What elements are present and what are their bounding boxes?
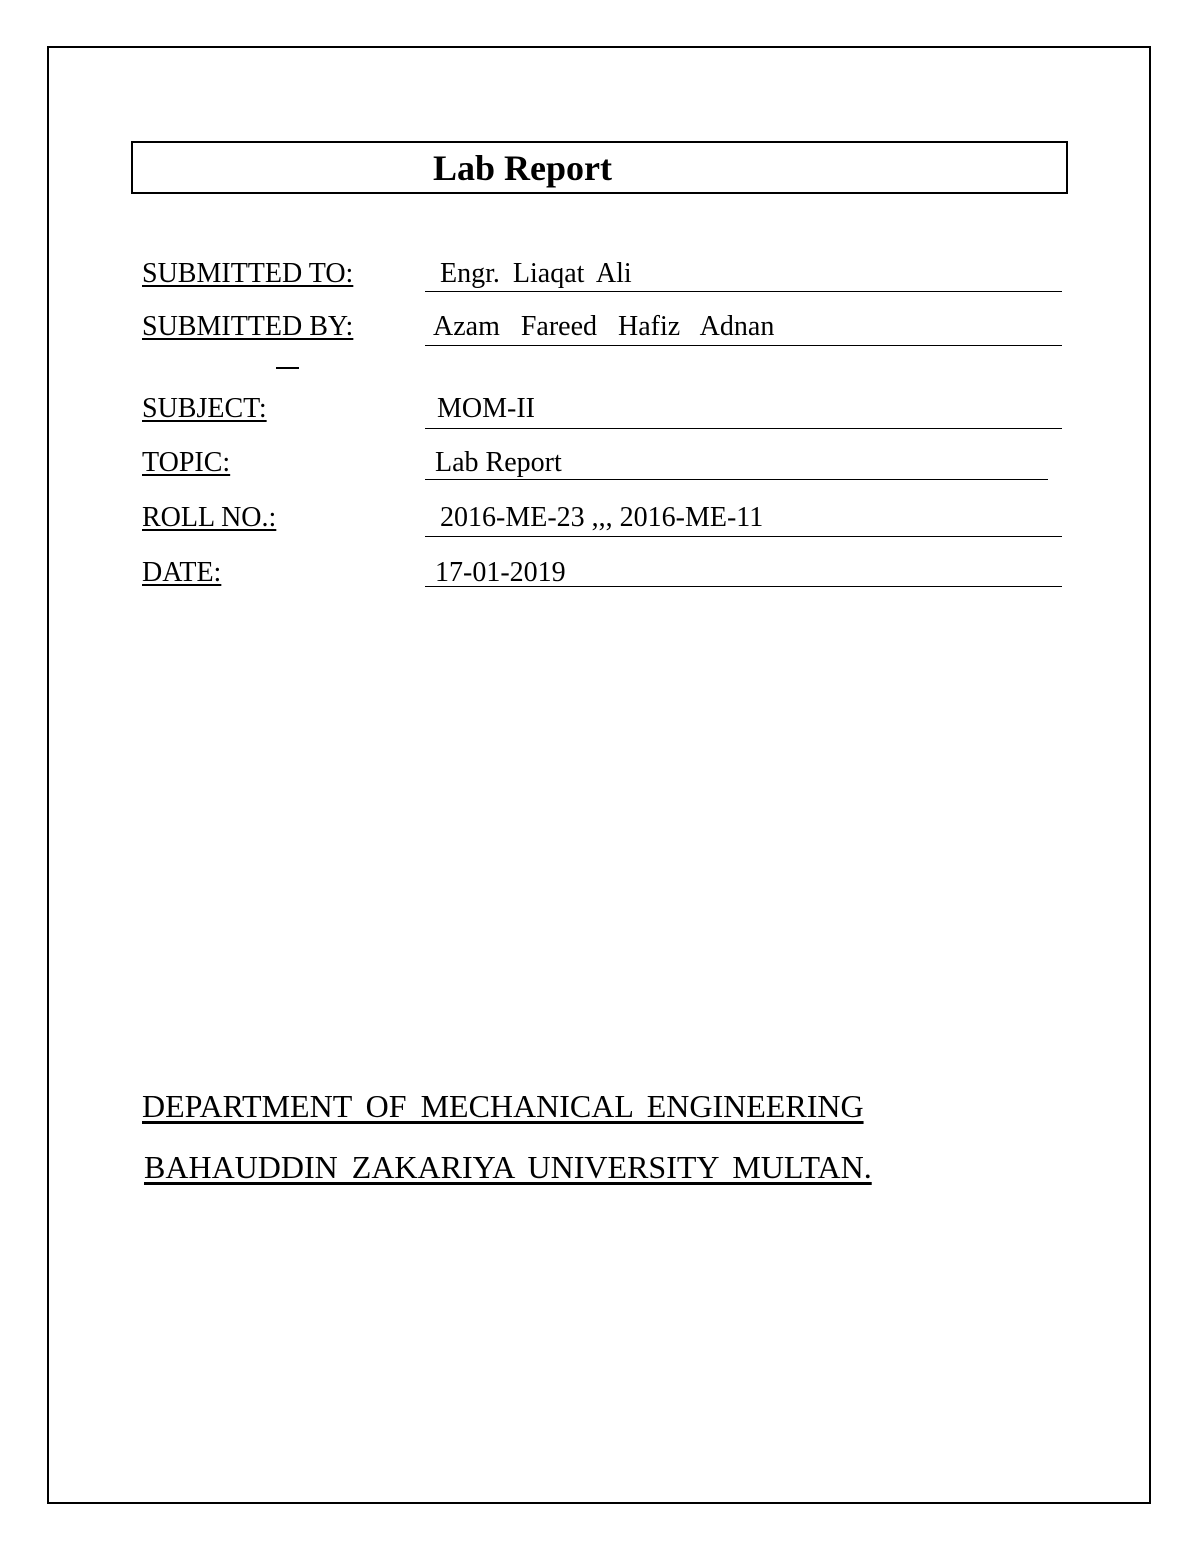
university-name: BAHAUDDIN ZAKARIYA UNIVERSITY MULTAN. [144,1149,872,1185]
title-box [131,141,1068,194]
topic-line [425,479,907,480]
roll-no-line [425,536,1062,537]
roll-no-value: 2016-ME-23 ,,, 2016-ME-11 [440,502,764,533]
topic-label: TOPIC: [142,447,231,478]
small-dash-mark [276,367,299,369]
document-title: Lab Report [433,148,612,188]
date-label: DATE: [142,557,222,588]
submitted-by-label: SUBMITTED BY: [142,311,354,342]
topic-line-extension [907,479,1048,480]
date-line [425,586,1062,587]
subject-value: MOM-II [437,393,535,424]
submitted-by-line [425,345,1062,346]
department-name: DEPARTMENT OF MECHANICAL ENGINEERING [142,1088,864,1124]
submitted-to-label: SUBMITTED TO: [142,258,354,289]
topic-value: Lab Report [435,447,562,478]
date-value: 17-01-2019 [435,557,566,588]
subject-line [425,428,1062,429]
submitted-to-value: Engr. Liaqat Ali [440,258,632,289]
roll-no-label: ROLL NO.: [142,502,277,533]
submitted-by-value: Azam Fareed Hafiz Adnan [433,311,775,342]
subject-label: SUBJECT: [142,393,267,424]
submitted-to-line [425,291,1062,292]
